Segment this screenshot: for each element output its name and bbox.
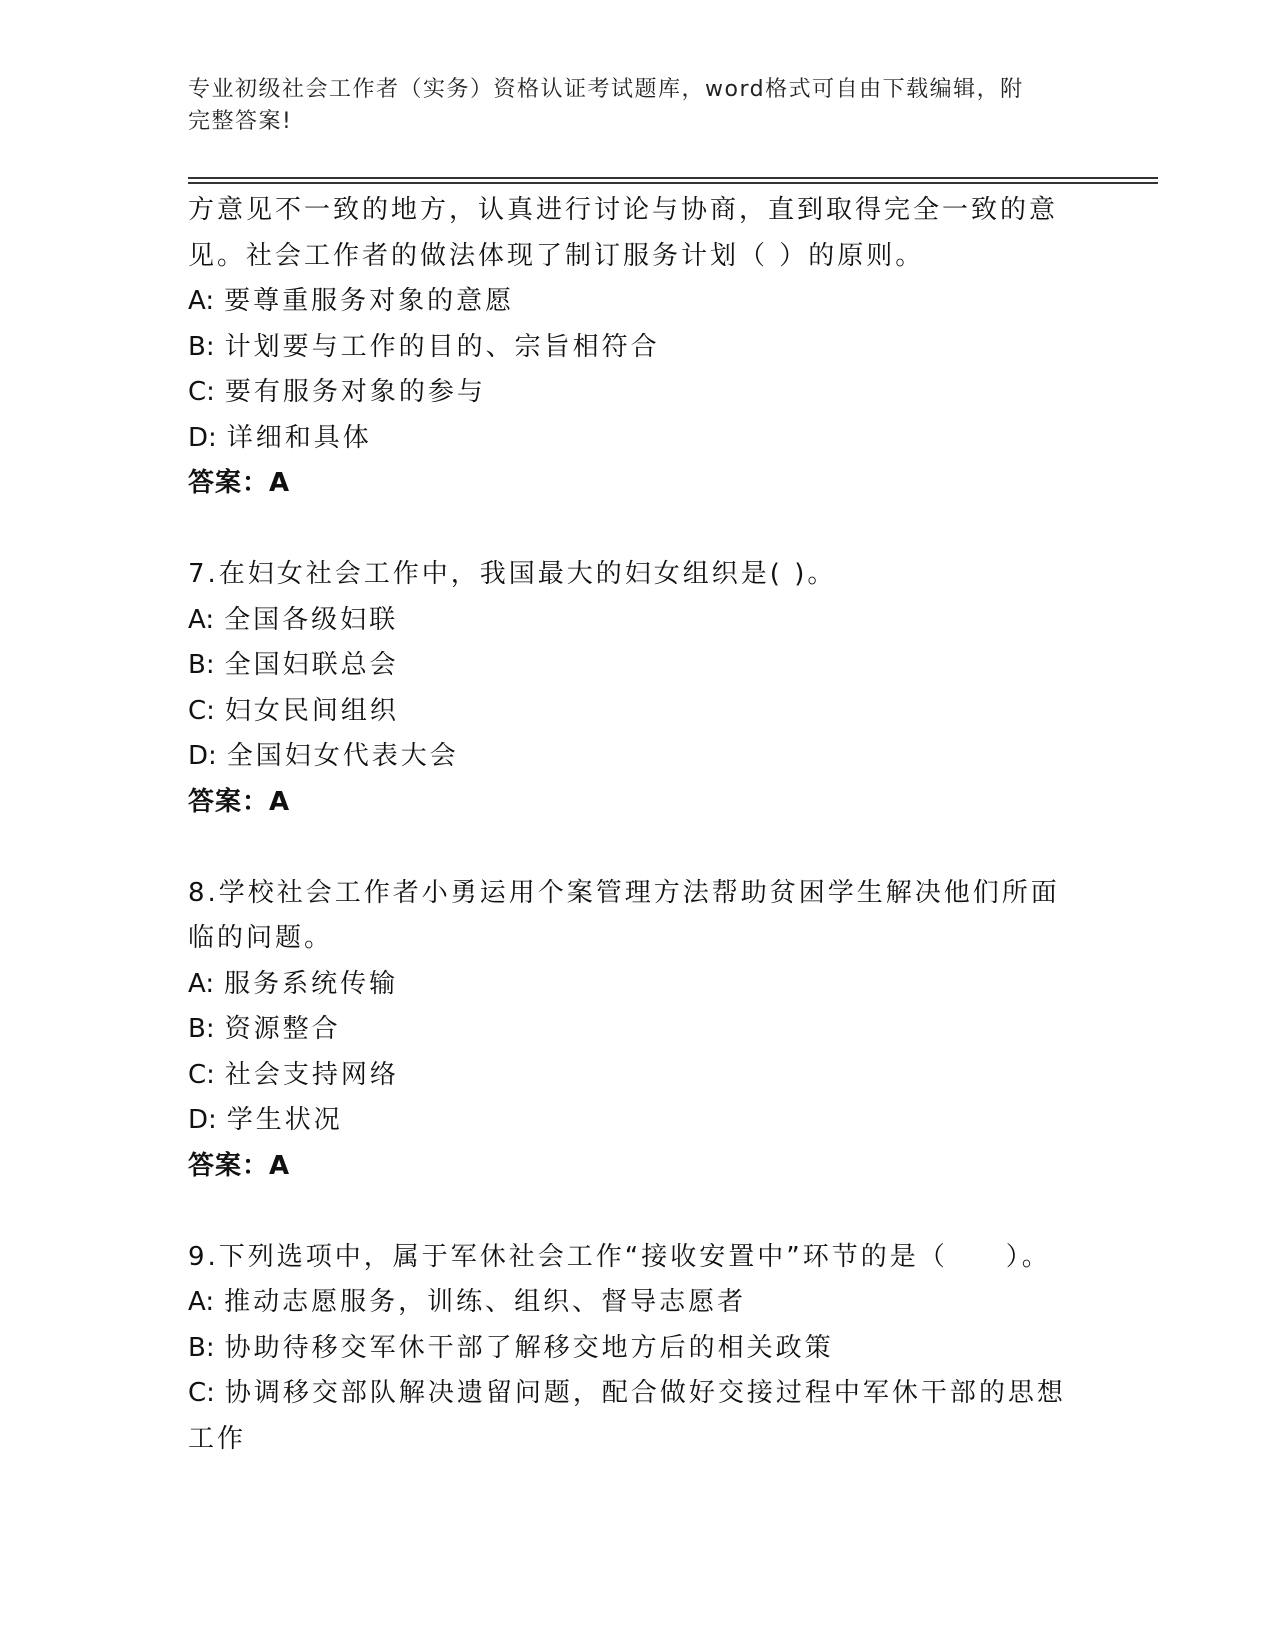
header-rule-bottom [188,182,1158,184]
option-text: 资源整合 [224,1014,341,1044]
question-6-tail [188,188,1088,507]
question-list [188,188,1088,1462]
option-a [188,279,1088,325]
option-label: A: [188,604,215,635]
option-text: 协助待移交军休干部了解移交地方后的相关政策 [224,1332,834,1363]
option-text: 要尊重服务对象的意愿 [224,286,515,316]
option-text: 全国各级妇联 [224,604,399,635]
option-text: 推动志愿服务，训练、组织、督导志愿者 [224,1287,747,1317]
question-9 [188,1235,1088,1463]
option-a [188,962,1088,1008]
option-text: 详细和具体 [226,422,372,453]
option-text: 计划要与工作的目的、宗旨相符合 [224,331,660,362]
option-b [188,643,1088,689]
option-label: D: [188,422,217,453]
spacer [188,825,1088,871]
answer-line: 答案：A [188,786,291,817]
answer-line: 答案：A [188,1150,291,1181]
option-label: B: [188,1014,215,1044]
option-d [188,1098,1088,1144]
question-stem-line: 临的问题。 [188,923,334,953]
spacer [188,507,1088,553]
option-c [188,1371,1088,1417]
option-c [188,689,1088,735]
option-b [188,1007,1088,1053]
option-text: 协调移交部队解决遗留问题，配合做好交接过程中军休干部的思想 [224,1378,1066,1408]
option-label: B: [188,331,215,362]
question-stem-line: 方意见不一致的地方，认真进行讨论与协商，直到取得完全一致的意 [188,195,1059,225]
option-text: 服务系统传输 [224,968,399,999]
option-a [188,1280,1088,1326]
header-rule-top [188,177,1158,179]
option-label: C: [188,1378,215,1408]
option-label: C: [188,1059,215,1090]
option-text: 妇女民间组织 [224,695,399,726]
option-text: 全国妇女代表大会 [226,741,459,771]
option-c-continuation: 工作 [188,1423,247,1454]
option-label: D: [188,741,217,771]
option-label: B: [188,650,215,680]
option-text: 学生状况 [226,1105,343,1135]
option-c [188,1053,1088,1099]
option-c [188,370,1088,416]
option-b [188,1326,1088,1372]
option-d [188,734,1088,780]
header-line-1: 专业初级社会工作者（实务）资格认证考试题库，word格式可自由下载编辑，附 [188,77,1024,102]
page-header [188,74,1088,138]
option-text: 全国妇联总会 [224,650,399,680]
question-stem-line: 8.学校社会工作者小勇运用个案管理方法帮助贫困学生解决他们所面 [188,877,1060,908]
option-label: A: [188,968,215,999]
question-7 [188,552,1088,825]
option-label: C: [188,695,215,726]
option-b [188,325,1088,371]
question-stem-line: 见。社会工作者的做法体现了制订服务计划（ ）的原则。 [188,240,925,271]
header-line-2: 完整答案! [188,109,293,134]
option-label: A: [188,286,215,316]
option-d [188,416,1088,462]
option-text: 社会支持网络 [224,1059,399,1090]
spacer [188,1189,1088,1235]
option-text: 要有服务对象的参与 [224,377,486,407]
answer-line: 答案：A [188,468,291,498]
question-stem: 9.下列选项中，属于军休社会工作“接收安置中”环节的是（ ）。 [188,1241,1051,1272]
option-a [188,598,1088,644]
option-label: D: [188,1105,217,1135]
option-label: C: [188,377,215,407]
option-label: B: [188,1332,215,1363]
option-label: A: [188,1287,215,1317]
question-stem: 7.在妇女社会工作中，我国最大的妇女组织是( )。 [188,559,837,589]
question-8 [188,871,1088,1190]
